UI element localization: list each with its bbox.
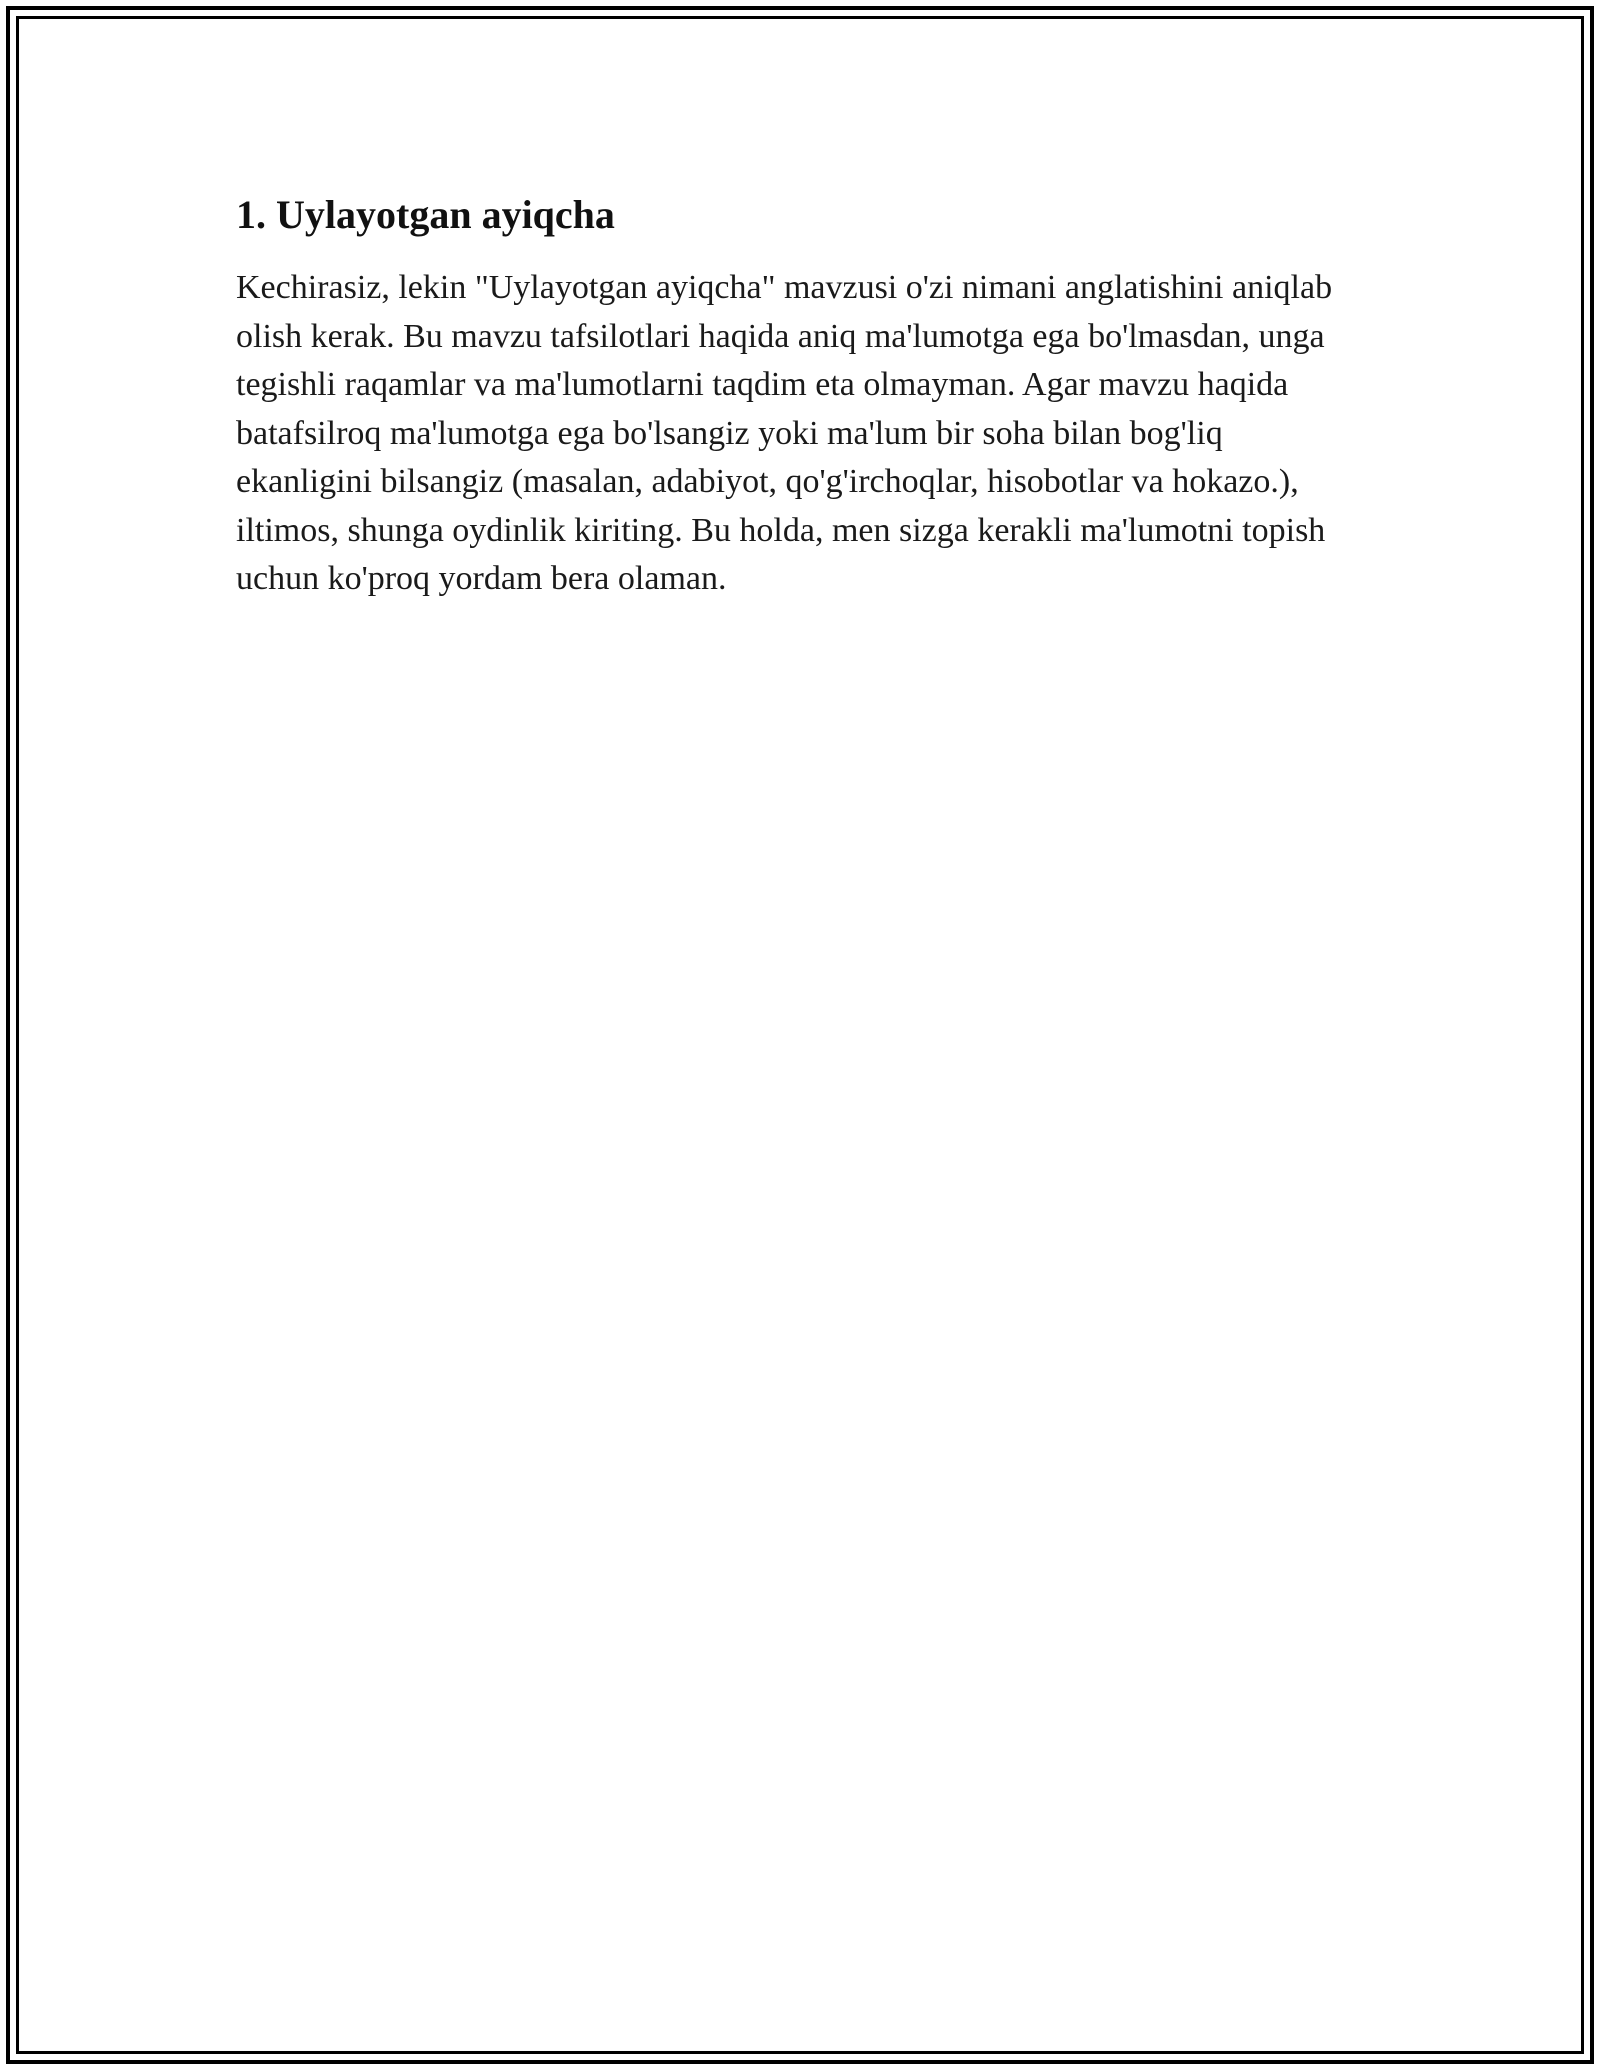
section-body-paragraph: Kechirasiz, lekin "Uylayotgan ayiqcha" mavzusi o'zi nimani anglatishini aniqlab olish kerak. Bu mavzu tafsilotlari haqida aniq ma'lumotga ega bo'lmasdan, unga tegishli raqamlar va ma'lumotlarni taqdim eta olmayman. Agar mavzu haqida batafsilroq ma'lumotga ega bo'lsangiz yoki ma'lum bir soha bilan bog'liq ekanligini bilsangiz (masalan, adabiyot, qo'g'irchoqlar, hisobotlar va hokazo.), iltimos, shunga oydinlik kiriting. Bu holda, men sizga kerakli ma'lumotni topish uchun ko'proq yordam bera olaman.: [236, 269, 1333, 597]
document-content: [236, 190, 1366, 604]
section-heading: 1. Uylayotgan ayiqcha: [236, 192, 615, 237]
